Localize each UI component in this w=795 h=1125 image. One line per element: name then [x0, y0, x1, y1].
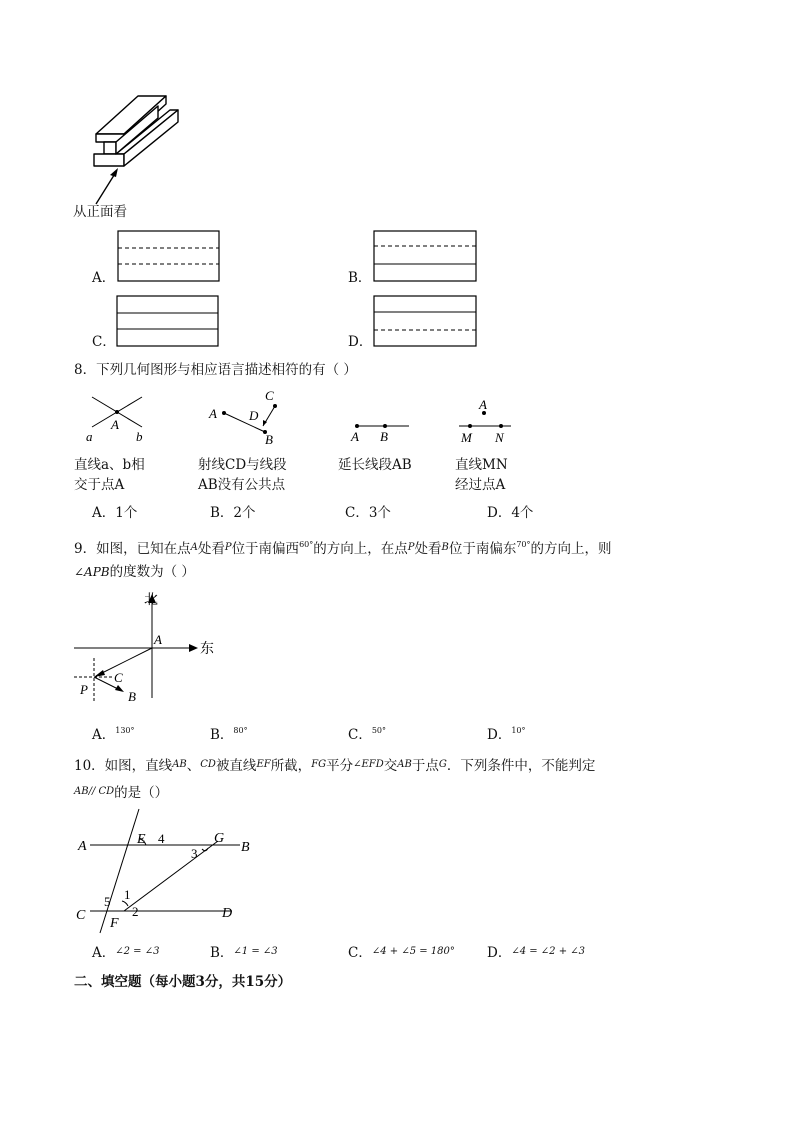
- north-label: 北: [144, 593, 158, 608]
- view-direction-label: 从正面看: [73, 204, 127, 220]
- q8-desc-4-line2: 经过点A: [455, 477, 506, 493]
- fig3-label-B: B: [380, 429, 388, 444]
- q8-choice-b[interactable]: B．2个: [210, 505, 256, 521]
- q8-desc-4-line1: 直线MN: [455, 457, 508, 473]
- q8-desc-2-line1: 射线CD与线段: [198, 457, 287, 473]
- q9-label-P: P: [80, 682, 88, 697]
- q7-option-b-label[interactable]: B．: [348, 270, 372, 286]
- fig1-label-b: b: [136, 429, 143, 444]
- q8-choice-a[interactable]: A．1个: [92, 505, 138, 521]
- fig4-label-N: N: [495, 430, 504, 445]
- fig1-label-a: a: [86, 429, 93, 444]
- q10-choice-a[interactable]: A．$^{\angle 2 = \angle 3}$: [92, 945, 160, 961]
- q8-stem: 8．下列几何图形与相应语言描述相符的有（ ）: [74, 362, 357, 378]
- q9-direction-figure: [72, 588, 222, 708]
- q10-label-4: 4: [158, 831, 165, 846]
- fig1-label-A: A: [111, 417, 119, 432]
- q7-option-b-figure[interactable]: [373, 230, 478, 283]
- q9-label-A: A: [154, 632, 162, 647]
- fig4-label-M: M: [461, 430, 472, 445]
- fig2-label-C: C: [265, 388, 274, 403]
- q9-choice-c[interactable]: C．$^{50^\circ}$: [348, 726, 387, 743]
- q9-label-C: C: [114, 670, 123, 685]
- q10-label-A: A: [78, 839, 87, 854]
- q8-desc-2-line2: AB没有公共点: [198, 477, 286, 493]
- q10-label-2: 2: [132, 904, 139, 919]
- q10-label-1: 1: [124, 887, 131, 902]
- q10-label-5: 5: [104, 894, 111, 909]
- section-2-title: 二、填空题（每小题3分，共15分）: [74, 974, 292, 990]
- q10-label-F: F: [110, 916, 119, 931]
- fig4-label-A: A: [479, 397, 487, 412]
- q10-label-C: C: [76, 908, 86, 923]
- q10-label-D: D: [222, 906, 233, 921]
- q8-choice-d[interactable]: D．4个: [487, 505, 534, 521]
- q8-desc-1-line2: 交于点A: [74, 477, 125, 493]
- fig2-label-A: A: [209, 406, 217, 421]
- q10-label-3: 3: [191, 846, 198, 861]
- q7-option-a-figure[interactable]: [117, 230, 221, 283]
- q8-figure-2: [203, 386, 293, 446]
- i-beam-3d-figure: [88, 92, 188, 207]
- q8-choice-c[interactable]: C．3个: [345, 505, 391, 521]
- q10-parallel-lines-figure: [74, 805, 274, 940]
- east-label: 东: [200, 642, 214, 657]
- fig3-label-A: A: [351, 429, 359, 444]
- q8-desc-1-line1: 直线a、b相: [74, 457, 145, 473]
- q7-option-d-figure[interactable]: [373, 295, 478, 348]
- q8-figure-1: [78, 393, 158, 445]
- q7-option-c-figure[interactable]: [116, 295, 220, 348]
- q7-option-a-label[interactable]: A．: [92, 270, 116, 286]
- q10-label-B: B: [241, 840, 250, 855]
- q10-label-E: E: [137, 832, 146, 847]
- q9-choice-d[interactable]: D．$^{10^\circ}$: [487, 726, 526, 743]
- q8-desc-3-line1: 延长线段AB: [338, 457, 412, 473]
- q7-option-d-label[interactable]: D．: [348, 334, 373, 350]
- q10-choice-c[interactable]: C．$^{\angle 4 + \angle 5 = 180^\circ}$: [348, 945, 455, 961]
- q8-figure-3: [345, 416, 415, 446]
- q10-choice-b[interactable]: B．$^{\angle 1 = \angle 3}$: [210, 945, 278, 961]
- q10-stem-line2: $^{AB// CD}$的是（）: [74, 785, 169, 801]
- q9-choice-b[interactable]: B．$^{80^\circ}$: [210, 726, 248, 743]
- fig2-label-D: D: [249, 408, 259, 423]
- q10-stem-line1: 10．如图，直线$^{AB}$、$^{CD}$被直线$^{EF}$所截，$^{FG}$平分$^{\angle EFD}$交$^{AB}$于点$^G$．下列条件中，不能判定: [74, 758, 596, 774]
- q9-stem-line1: 9．如图，已知在点$^A$处看$^P$位于南偏西$^{60^\circ}$的方向上，在点$^P$处看$^B$位于南偏东$^{70^\circ}$的方向上，则: [74, 540, 612, 557]
- q7-option-c-label[interactable]: C．: [92, 334, 116, 350]
- q9-choice-a[interactable]: A．$^{130^\circ}$: [92, 726, 135, 743]
- fig2-label-B: B: [265, 432, 273, 446]
- q9-label-B: B: [128, 689, 136, 704]
- q8-figure-4: [455, 395, 525, 447]
- q10-label-G: G: [214, 831, 225, 846]
- q9-stem-line2: ∠APB的度数为（ ）: [74, 564, 195, 580]
- q10-choice-d[interactable]: D．$^{\angle 4 = \angle 2 + \angle 3}$: [487, 945, 586, 961]
